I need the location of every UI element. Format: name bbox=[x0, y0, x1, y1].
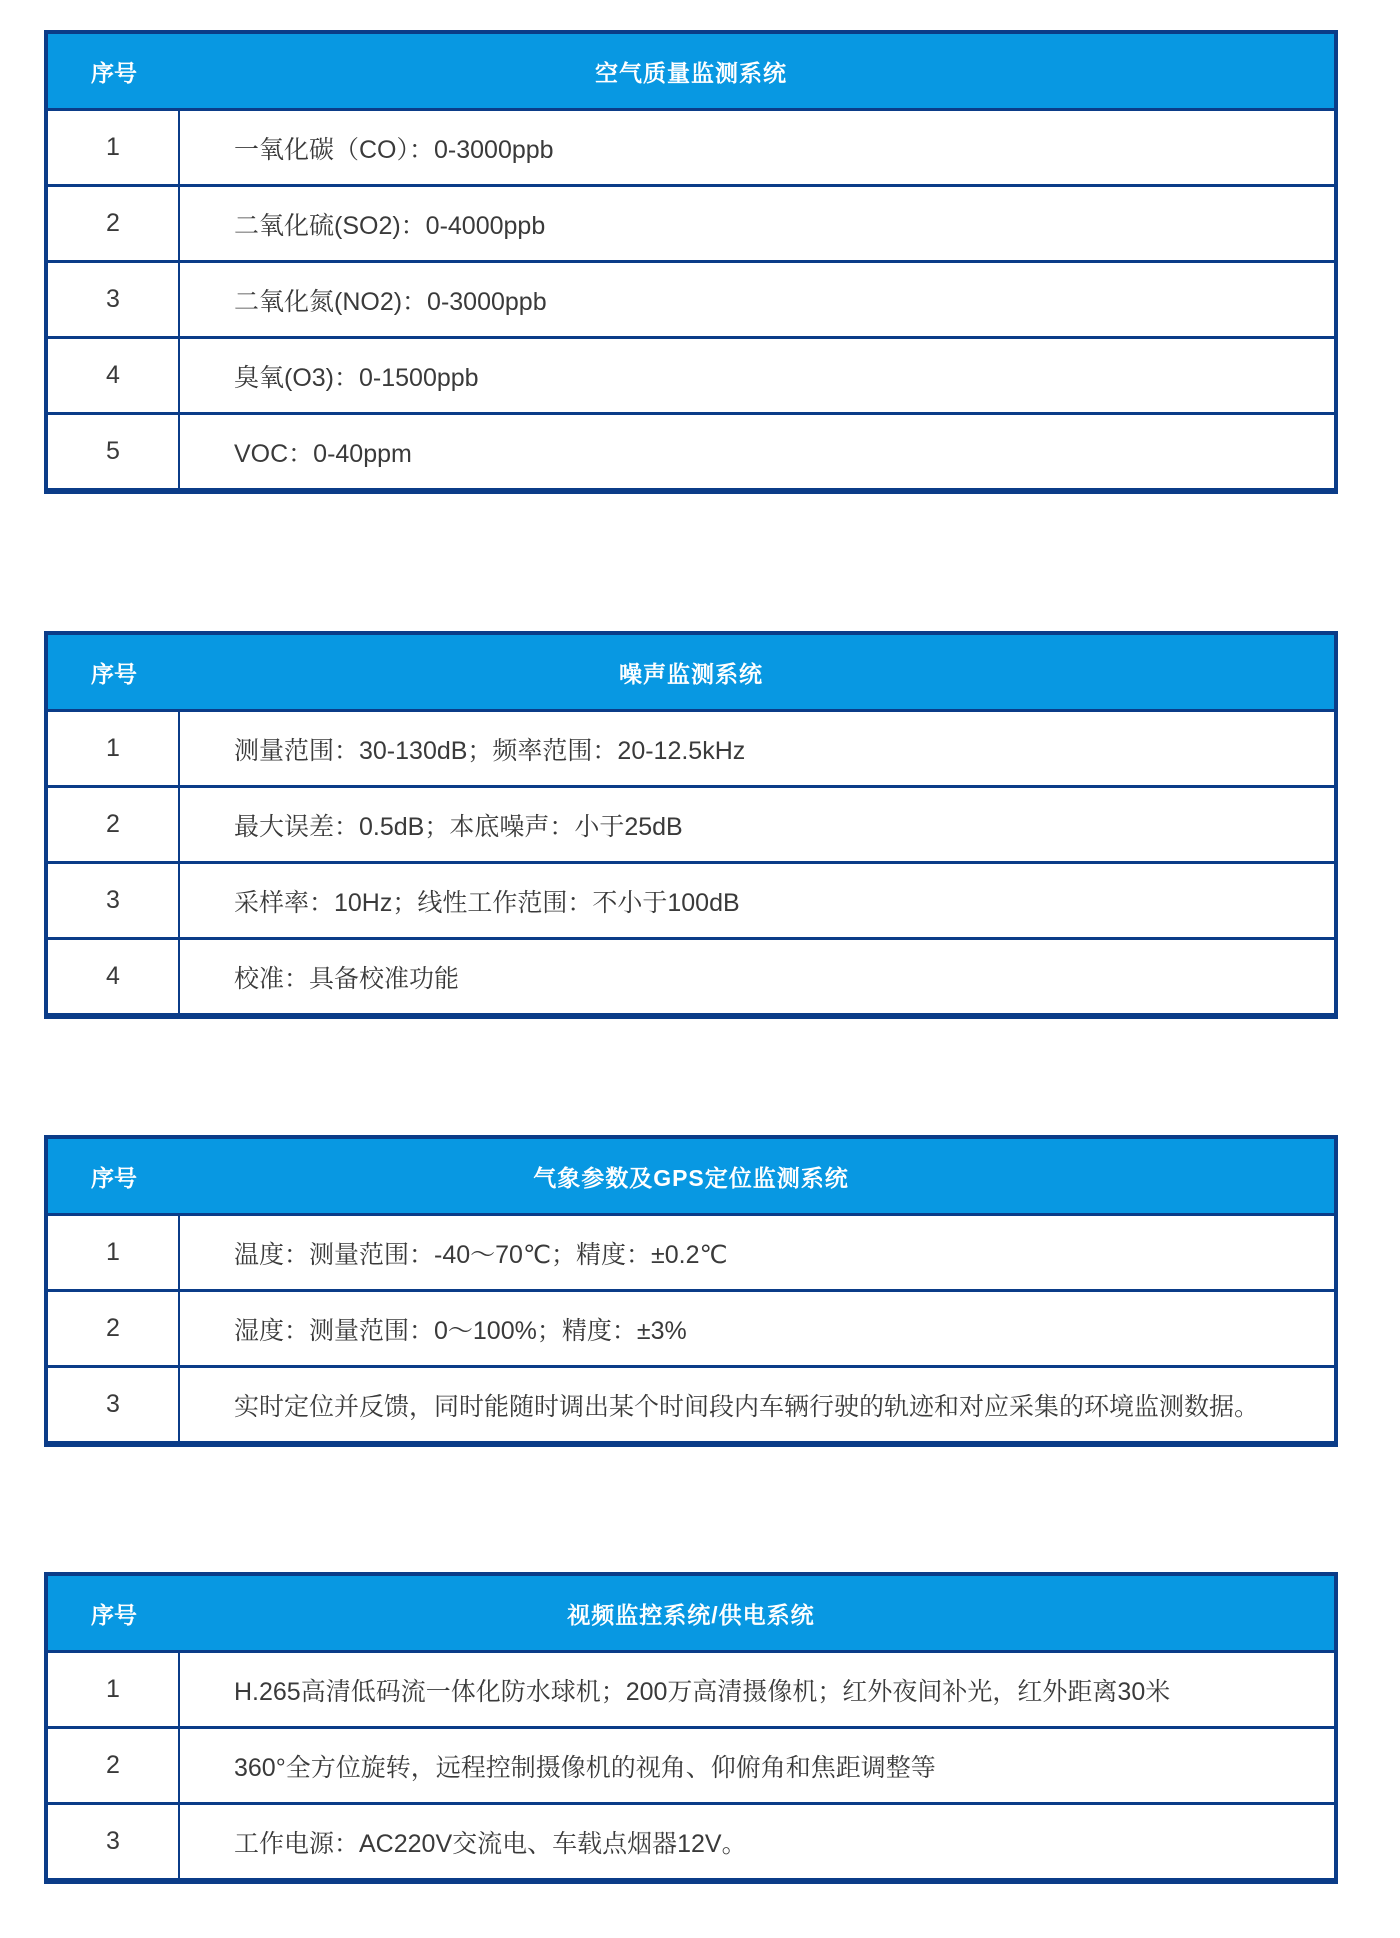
seq-header-label: 序号 bbox=[91, 660, 137, 687]
row-number: 3 bbox=[48, 1805, 180, 1878]
row-spec-text: 湿度：测量范围：0～100%；精度：±3% bbox=[234, 1316, 687, 1345]
table-title: 气象参数及GPS定位监测系统 bbox=[533, 1164, 849, 1191]
row-number: 2 bbox=[48, 187, 180, 260]
table-header bbox=[48, 1139, 1334, 1213]
table-row bbox=[48, 1650, 1334, 1726]
row-spec-text: VOC：0-40ppm bbox=[234, 439, 412, 468]
table-row bbox=[48, 184, 1334, 260]
table-header bbox=[48, 34, 1334, 108]
table-row bbox=[48, 785, 1334, 861]
table-row bbox=[48, 709, 1334, 785]
row-number: 4 bbox=[48, 339, 180, 412]
row-number: 4 bbox=[48, 940, 180, 1013]
seq-header-label: 序号 bbox=[91, 59, 137, 86]
row-number: 1 bbox=[48, 111, 180, 184]
noise-table bbox=[44, 631, 1338, 1019]
row-spec-text: H.265高清低码流一体化防水球机；200万高清摄像机；红外夜间补光，红外距离30米 bbox=[234, 1677, 1171, 1706]
table-row bbox=[48, 1802, 1334, 1878]
row-spec-text: 测量范围：30-130dB；频率范围：20-12.5kHz bbox=[234, 736, 746, 765]
table-row bbox=[48, 108, 1334, 184]
row-spec-text: 采样率：10Hz；线性工作范围：不小于100dB bbox=[234, 888, 740, 917]
table-row bbox=[48, 260, 1334, 336]
row-spec-text: 一氧化碳（CO）：0-3000ppb bbox=[234, 135, 554, 164]
row-spec-text: 工作电源：AC220V交流电、车载点烟器12V。 bbox=[234, 1829, 747, 1858]
weather-gps-table bbox=[44, 1135, 1338, 1447]
row-spec-text: 二氧化氮(NO2)：0-3000ppb bbox=[234, 287, 547, 316]
table-header bbox=[48, 635, 1334, 709]
row-spec-text: 最大误差：0.5dB；本底噪声：小于25dB bbox=[234, 812, 683, 841]
row-number: 1 bbox=[48, 712, 180, 785]
table-title: 视频监控系统/供电系统 bbox=[567, 1601, 815, 1628]
table-row bbox=[48, 937, 1334, 1013]
table-title: 噪声监测系统 bbox=[619, 660, 763, 687]
table-title: 空气质量监测系统 bbox=[595, 59, 787, 86]
row-number: 2 bbox=[48, 788, 180, 861]
row-number: 2 bbox=[48, 1729, 180, 1802]
video-power-table bbox=[44, 1572, 1338, 1884]
row-spec-text: 温度：测量范围：-40～70℃；精度：±0.2℃ bbox=[234, 1240, 728, 1269]
row-spec-text: 二氧化硫(SO2)：0-4000ppb bbox=[234, 211, 546, 240]
table-row bbox=[48, 412, 1334, 488]
row-number: 1 bbox=[48, 1653, 180, 1726]
table-row bbox=[48, 1213, 1334, 1289]
row-spec-text: 实时定位并反馈，同时能随时调出某个时间段内车辆行驶的轨迹和对应采集的环境监测数据。 bbox=[234, 1392, 1260, 1421]
table-row bbox=[48, 861, 1334, 937]
seq-header-label: 序号 bbox=[91, 1164, 137, 1191]
row-spec-text: 臭氧(O3)：0-1500ppb bbox=[234, 363, 479, 392]
row-number: 3 bbox=[48, 864, 180, 937]
row-number: 3 bbox=[48, 263, 180, 336]
table-header bbox=[48, 1576, 1334, 1650]
row-number: 1 bbox=[48, 1216, 180, 1289]
air-quality-table bbox=[44, 30, 1338, 494]
row-number: 3 bbox=[48, 1368, 180, 1441]
row-number: 5 bbox=[48, 415, 180, 488]
seq-header-label: 序号 bbox=[91, 1601, 137, 1628]
table-row bbox=[48, 1289, 1334, 1365]
table-row bbox=[48, 1726, 1334, 1802]
row-number: 2 bbox=[48, 1292, 180, 1365]
row-spec-text: 校准：具备校准功能 bbox=[234, 964, 460, 993]
table-row bbox=[48, 1365, 1334, 1441]
row-spec-text: 360°全方位旋转，远程控制摄像机的视角、仰俯角和焦距调整等 bbox=[234, 1753, 936, 1782]
table-row bbox=[48, 336, 1334, 412]
